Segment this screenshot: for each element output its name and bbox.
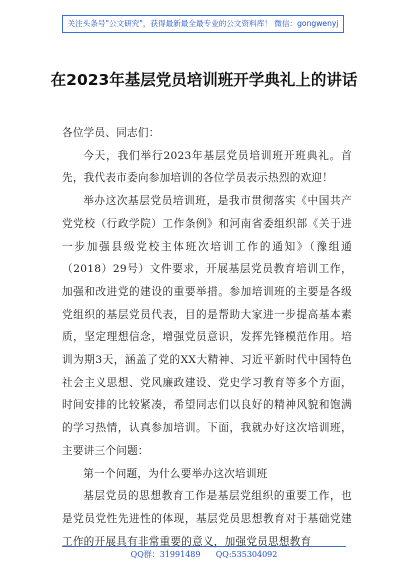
salutation: 各位学员、同志们： [62, 127, 160, 139]
promo-banner [62, 15, 344, 33]
footer-divider [62, 546, 346, 547]
promo-banner-text: 关注头条号"公文研究"，获得最新最全最专业的公文资料库！ 微信：gongwenyj [67, 19, 339, 28]
body-paragraph: 基层党员的思想教育工作是基层党组织的重要工作，也是党员党性先进性的体现，基层党员思想教育对于基础党建工作的开展具有非常重要的意义，加强党员思想教育 [62, 490, 352, 548]
footer-contact: QQ群：31991489 QQ:535304092 [130, 550, 278, 559]
document-body [62, 122, 352, 553]
body-paragraph: 今天，我们举行2023年基层党员培训班开班典礼。首先，我代表市委向参加培训的各位学员表示热烈的欢迎！ [62, 149, 352, 185]
section-heading: 第一个问题，为什么要举办这次培训班 [83, 467, 268, 480]
body-paragraph: 举办这次基层党员培训班，是我市贯彻落实《中国共产党党校（行政学院）工作条例》和河南省委组织部《关于进一步加强县级党校主体班次培训工作的通知》（豫组通（2018）29号）文件要求，开展基层党员教育培训工作，加强和改进党的建设的重要举措。参加培训班的主要是各级党组织的基层党员代表，目的是帮助大家进一步提高基本素质，坚定理想信念，增强党员意识，发挥先锋模范作用。培训为期3天，涵盖了党的XX大精神、习近平新时代中国特色社会主义思想、党风廉政建设、党史学习教育等多个方面，时间安排的比较紧凑，希望同志们以良好的精神风貌和饱满的学习热情，认真参加培训。下面，我就办好这次培训班，主要讲三个问题： [62, 195, 352, 457]
document-title: 在2023年基层党员培训班开学典礼上的讲话 [50, 71, 358, 89]
